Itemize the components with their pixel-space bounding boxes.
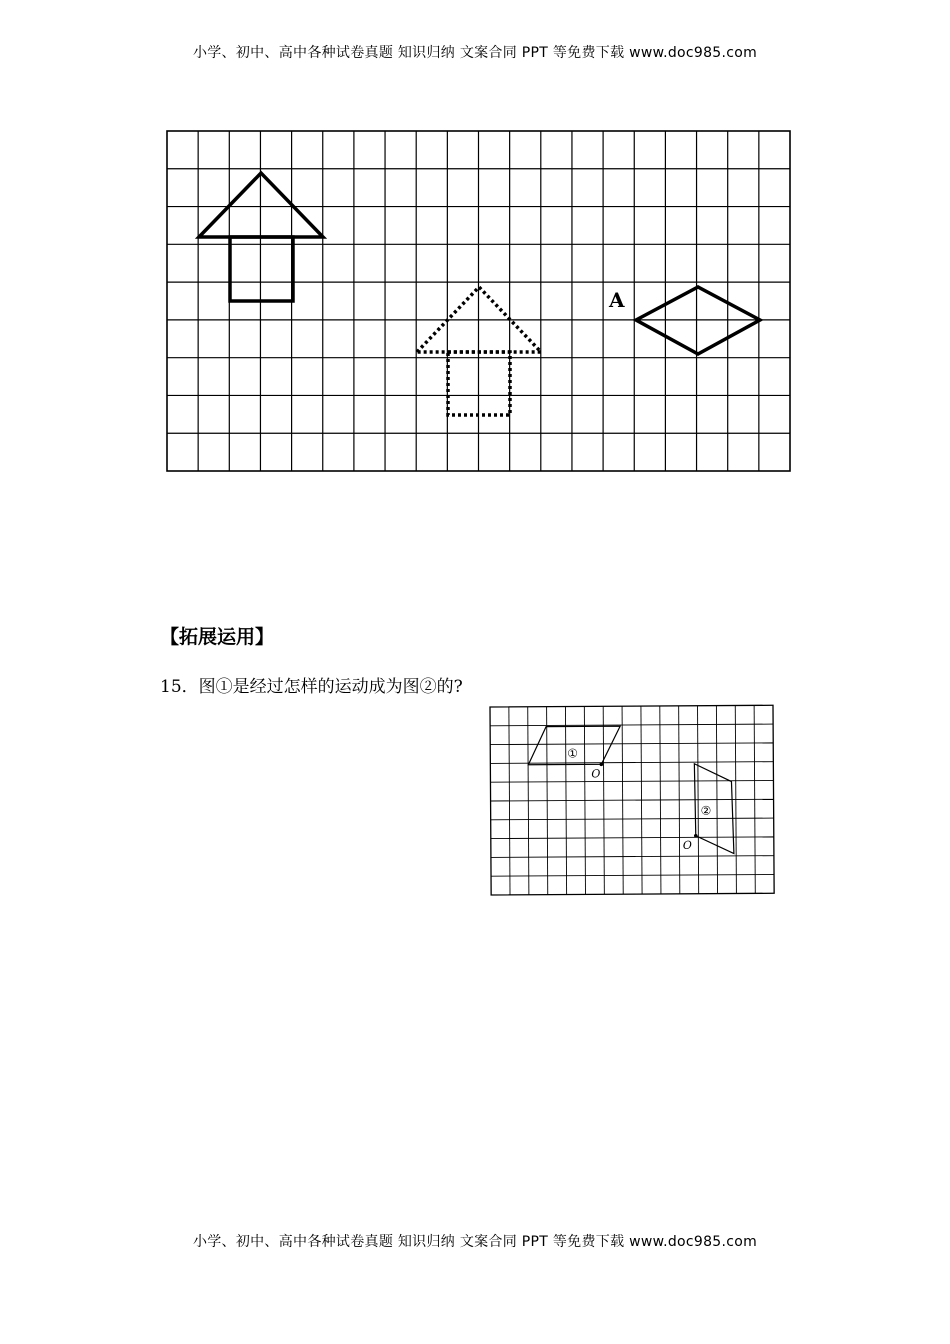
grid-vline [754, 705, 755, 893]
grid-vline [716, 706, 717, 894]
page-footer: 小学、初中、高中各种试卷真题 知识归纳 文案合同 PPT 等免费下载 www.doc985.com [192, 1234, 758, 1250]
shape-2-label: ② [700, 803, 712, 818]
grid-lines-small [490, 705, 774, 895]
grid-hline [491, 818, 774, 820]
point-o-1 [600, 763, 604, 767]
grid-vline [679, 706, 680, 894]
grid-vline [528, 707, 529, 895]
grid-vline [584, 706, 585, 894]
rhombus-shape [636, 287, 760, 354]
solid-house-body [230, 237, 293, 301]
question-text: 图①是经过怎样的运动成为图②的? [198, 677, 463, 697]
grid-vline [622, 706, 623, 894]
grid-vline [641, 706, 642, 894]
shape-1-label: ① [567, 746, 579, 761]
point-o-2-label: O [682, 838, 692, 852]
grid-hline [491, 874, 774, 876]
point-o-2 [694, 834, 698, 838]
grid-hline [490, 762, 773, 764]
page-header: 小学、初中、高中各种试卷真题 知识归纳 文案合同 PPT 等免费下载 www.doc985.com [192, 45, 758, 61]
grid-vline [660, 706, 661, 894]
grid-hline [491, 856, 774, 858]
point-o-1-label: O [591, 767, 601, 781]
grid-hline [490, 743, 773, 745]
grid-vline [698, 706, 699, 894]
parallelogram-1 [528, 726, 620, 765]
grid-hline [491, 837, 774, 839]
question-number: 15． [160, 677, 199, 697]
grid-hline [490, 724, 773, 726]
grid-vline [547, 707, 548, 895]
grid-vline [735, 706, 736, 894]
grid-vline [565, 707, 566, 895]
question-15 [160, 672, 463, 697]
grid-figure-1 [0, 0, 950, 600]
section-title: 【拓展运用】 [160, 626, 275, 648]
label-a: A [609, 288, 625, 312]
grid-vline [603, 706, 604, 894]
grid-vline [509, 707, 510, 895]
grid-hline [491, 799, 774, 801]
grid-hline [490, 780, 773, 782]
parallelogram-2 [694, 764, 734, 854]
